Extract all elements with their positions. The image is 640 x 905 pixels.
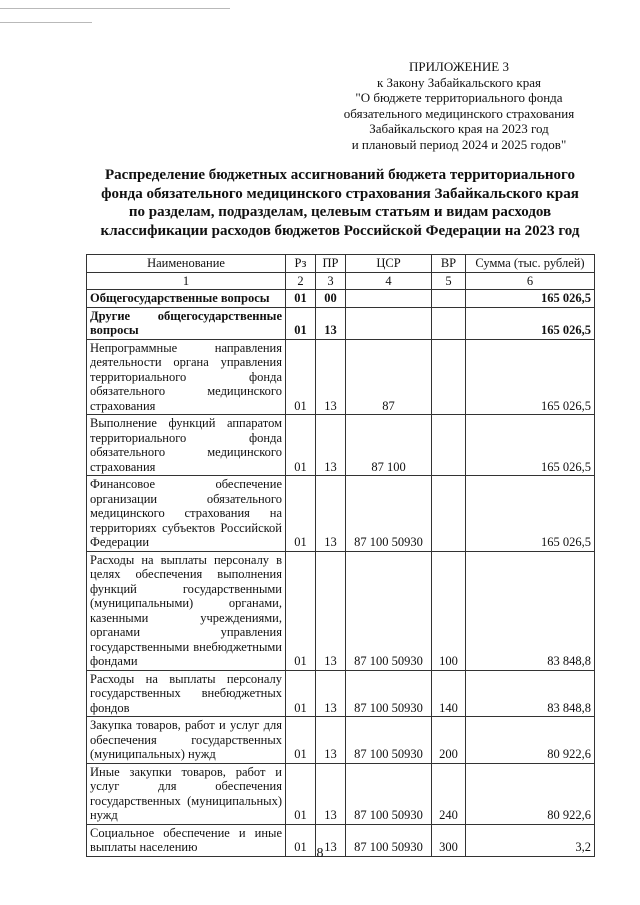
cell-csr: 87 100 <box>346 415 432 476</box>
column-number: 6 <box>466 272 595 290</box>
cell-rz: 01 <box>286 551 316 670</box>
column-header-vr: ВР <box>432 255 466 273</box>
title-line: Распределение бюджетных ассигнований бюджета территориального <box>105 167 575 183</box>
cell-name: Расходы на выплаты персоналу государственных внебюджетных фондов <box>87 670 286 717</box>
cell-vr: 300 <box>432 824 466 856</box>
cell-pr: 13 <box>316 476 346 552</box>
cell-csr: 87 100 50930 <box>346 763 432 824</box>
column-number: 1 <box>87 272 286 290</box>
cell-rz: 01 <box>286 415 316 476</box>
cell-csr: 87 100 50930 <box>346 824 432 856</box>
appendix-line: Забайкальского края на 2023 год <box>369 121 549 136</box>
appendix-line: и плановый период 2024 и 2025 годов" <box>351 136 567 152</box>
page-number: 8 <box>316 846 324 861</box>
cell-pr: 00 <box>316 290 346 308</box>
document-title <box>86 166 594 240</box>
budget-table <box>86 254 595 857</box>
cell-pr: 13 <box>316 551 346 670</box>
cell-pr: 13 <box>316 717 346 764</box>
table-row <box>87 670 595 717</box>
cell-vr: 100 <box>432 551 466 670</box>
scan-artifact-line <box>0 22 92 23</box>
cell-sum: 165 026,5 <box>466 290 595 308</box>
column-header-rz: Рз <box>286 255 316 273</box>
cell-csr: 87 100 50930 <box>346 717 432 764</box>
cell-rz: 01 <box>286 763 316 824</box>
title-line: классификации расходов бюджетов Российской Федерации на 2023 год <box>100 222 580 239</box>
appendix-label: ПРИЛОЖЕНИЕ 3 <box>409 59 509 74</box>
cell-csr <box>346 290 432 308</box>
cell-sum: 83 848,8 <box>466 670 595 717</box>
cell-csr: 87 100 50930 <box>346 551 432 670</box>
table-row <box>87 476 595 552</box>
cell-name: Другие общегосударственные вопросы <box>87 307 286 339</box>
cell-vr <box>432 290 466 308</box>
column-header-csr: ЦСР <box>346 255 432 273</box>
table-row <box>87 415 595 476</box>
cell-sum: 3,2 <box>466 824 595 856</box>
column-header-pr: ПР <box>316 255 346 273</box>
cell-vr <box>432 307 466 339</box>
cell-name: Иные закупки товаров, работ и услуг для обеспечения государственных (муниципальных) нужд <box>87 763 286 824</box>
column-number-row <box>87 272 595 290</box>
cell-rz: 01 <box>286 290 316 308</box>
cell-sum: 80 922,6 <box>466 717 595 764</box>
cell-rz: 01 <box>286 824 316 856</box>
cell-vr <box>432 415 466 476</box>
table-row <box>87 551 595 670</box>
column-header-name: Наименование <box>87 255 286 273</box>
column-number: 4 <box>346 272 432 290</box>
cell-vr: 140 <box>432 670 466 717</box>
cell-name: Непрограммные направления деятельности органа управления территориального фонда обязательного медицинского страхования <box>87 339 286 415</box>
column-number: 5 <box>432 272 466 290</box>
cell-name: Закупка товаров, работ и услуг для обеспечения государственных (муниципальных) нужд <box>87 717 286 764</box>
scan-artifact-line <box>0 8 230 9</box>
cell-sum: 80 922,6 <box>466 763 595 824</box>
title-line: фонда обязательного медицинского страхования Забайкальского края <box>101 185 579 202</box>
column-number: 2 <box>286 272 316 290</box>
cell-pr: 13 <box>316 763 346 824</box>
cell-rz: 01 <box>286 476 316 552</box>
cell-pr: 13 <box>316 339 346 415</box>
cell-pr: 13 <box>316 307 346 339</box>
cell-rz: 01 <box>286 670 316 717</box>
cell-pr: 13 <box>316 415 346 476</box>
table-row <box>87 717 595 764</box>
cell-rz: 01 <box>286 717 316 764</box>
appendix-header <box>330 59 588 152</box>
table-header-row <box>87 255 595 273</box>
cell-rz: 01 <box>286 339 316 415</box>
column-number: 3 <box>316 272 346 290</box>
cell-name: Расходы на выплаты персоналу в целях обеспечения выполнения функций государственными (муниципальными) органами, казенными учреждениями, органами управления государственными внебюджетными фондами <box>87 551 286 670</box>
cell-csr <box>346 307 432 339</box>
cell-csr: 87 100 50930 <box>346 476 432 552</box>
cell-rz: 01 <box>286 307 316 339</box>
cell-name: Финансовое обеспечение организации обязательного медицинского страхования на территориях субъектов Российской Федерации <box>87 476 286 552</box>
cell-vr <box>432 339 466 415</box>
appendix-line: "О бюджете территориального фонда <box>355 90 563 105</box>
column-header-sum: Сумма (тыс. рублей) <box>466 255 595 273</box>
cell-vr <box>432 476 466 552</box>
cell-pr: 13 <box>316 670 346 717</box>
cell-sum: 165 026,5 <box>466 307 595 339</box>
cell-sum: 165 026,5 <box>466 339 595 415</box>
appendix-line: обязательного медицинского страхования <box>343 105 575 121</box>
cell-sum: 165 026,5 <box>466 476 595 552</box>
cell-csr: 87 <box>346 339 432 415</box>
cell-name: Социальное обеспечение и иные выплаты населению <box>87 824 286 856</box>
table-row <box>87 763 595 824</box>
table-body <box>87 290 595 857</box>
cell-name: Общегосударственные вопросы <box>87 290 286 308</box>
table-row <box>87 339 595 415</box>
cell-vr: 200 <box>432 717 466 764</box>
cell-name: Выполнение функций аппаратом территориального фонда обязательного медицинского страхования <box>87 415 286 476</box>
cell-pr: 13 <box>316 824 346 856</box>
cell-sum: 83 848,8 <box>466 551 595 670</box>
table-row <box>87 307 595 339</box>
title-line: по разделам, подразделам, целевым статьям и видам расходов <box>128 204 552 220</box>
appendix-line: к Закону Забайкальского края <box>376 74 541 90</box>
table-row <box>87 290 595 308</box>
cell-csr: 87 100 50930 <box>346 670 432 717</box>
cell-sum: 165 026,5 <box>466 415 595 476</box>
cell-vr: 240 <box>432 763 466 824</box>
